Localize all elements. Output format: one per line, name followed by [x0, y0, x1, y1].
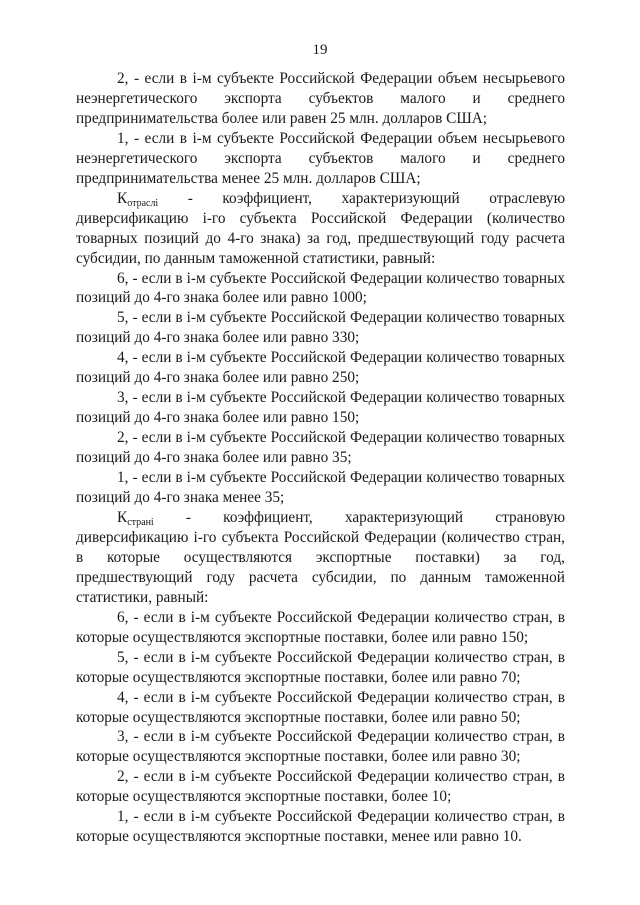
coefficient-description: - коэффициент, характеризующий страновую диверсификацию i-го субъекта Российской Федерации (количество стран, в которые осуществляются экспортные поставки) за год, предшествующий году расчета субсидии, по данным таможенной статистики, равный: [76, 508, 565, 606]
coefficient-subscript: отраслi [127, 197, 159, 209]
paragraph-k-stran-definition [76, 508, 565, 608]
page-number: 19 [312, 42, 328, 58]
paragraph-stran-1: 1, - если в i-м субъекте Российской Федерации количество стран, в которые осуществляются экспортные поставки, менее или равно 10. [76, 808, 565, 846]
coefficient-subscript: странi [127, 516, 154, 528]
paragraph-otrasl-3: 3, - если в i-м субъекте Российской Федерации количество товарных позиций до 4-го знака более или равно 150; [76, 389, 565, 427]
paragraph-export-volume-1: 1, - если в i-м субъекте Российской Федерации объем несырьевого неэнергетического экспорта субъектов малого и среднего предпринимательства менее 25 млн. долларов США; [76, 129, 565, 187]
paragraph-export-volume-2: 2, - если в i-м субъекте Российской Федерации объем несырьевого неэнергетического экспорта субъектов малого и среднего предпринимательства более или равен 25 млн. долларов США; [76, 70, 565, 127]
document-body [76, 69, 565, 847]
coefficient-description: - коэффициент, характеризующий отраслевую диверсификацию i-го субъекта Российской Федерации (количество товарных позиций до 4-го знака) за год, предшествующий году расчета субсидии, по данным таможенной статистики, равный: [76, 189, 565, 267]
coefficient-symbol: К [117, 189, 128, 207]
paragraph-k-otrasl-definition [76, 189, 565, 269]
paragraph-stran-5: 5, - если в i-м субъекте Российской Федерации количество стран, в которые осуществляются экспортные поставки, более или равно 70; [76, 648, 565, 686]
paragraph-otrasl-5: 5, - если в i-м субъекте Российской Федерации количество товарных позиций до 4-го знака более или равно 330; [76, 309, 565, 347]
paragraph-otrasl-2: 2, - если в i-м субъекте Российской Федерации количество товарных позиций до 4-го знака более или равно 35; [76, 429, 565, 467]
paragraph-stran-2: 2, - если в i-м субъекте Российской Федерации количество стран, в которые осуществляются экспортные поставки, более 10; [76, 768, 565, 806]
coefficient-symbol: К [117, 508, 128, 526]
paragraph-stran-4: 4, - если в i-м субъекте Российской Федерации количество стран, в которые осуществляются экспортные поставки, более или равно 50; [76, 688, 565, 726]
paragraph-stran-6: 6, - если в i-м субъекте Российской Федерации количество стран, в которые осуществляются экспортные поставки, более или равно 150; [76, 608, 565, 646]
paragraph-stran-3: 3, - если в i-м субъекте Российской Федерации количество стран, в которые осуществляются экспортные поставки, более или равно 30; [76, 728, 565, 766]
paragraph-otrasl-6: 6, - если в i-м субъекте Российской Федерации количество товарных позиций до 4-го знака более или равно 1000; [76, 269, 565, 307]
paragraph-otrasl-4: 4, - если в i-м субъекте Российской Федерации количество товарных позиций до 4-го знака более или равно 250; [76, 349, 565, 387]
paragraph-otrasl-1: 1, - если в i-м субъекте Российской Федерации количество товарных позиций до 4-го знака менее 35; [76, 469, 565, 507]
